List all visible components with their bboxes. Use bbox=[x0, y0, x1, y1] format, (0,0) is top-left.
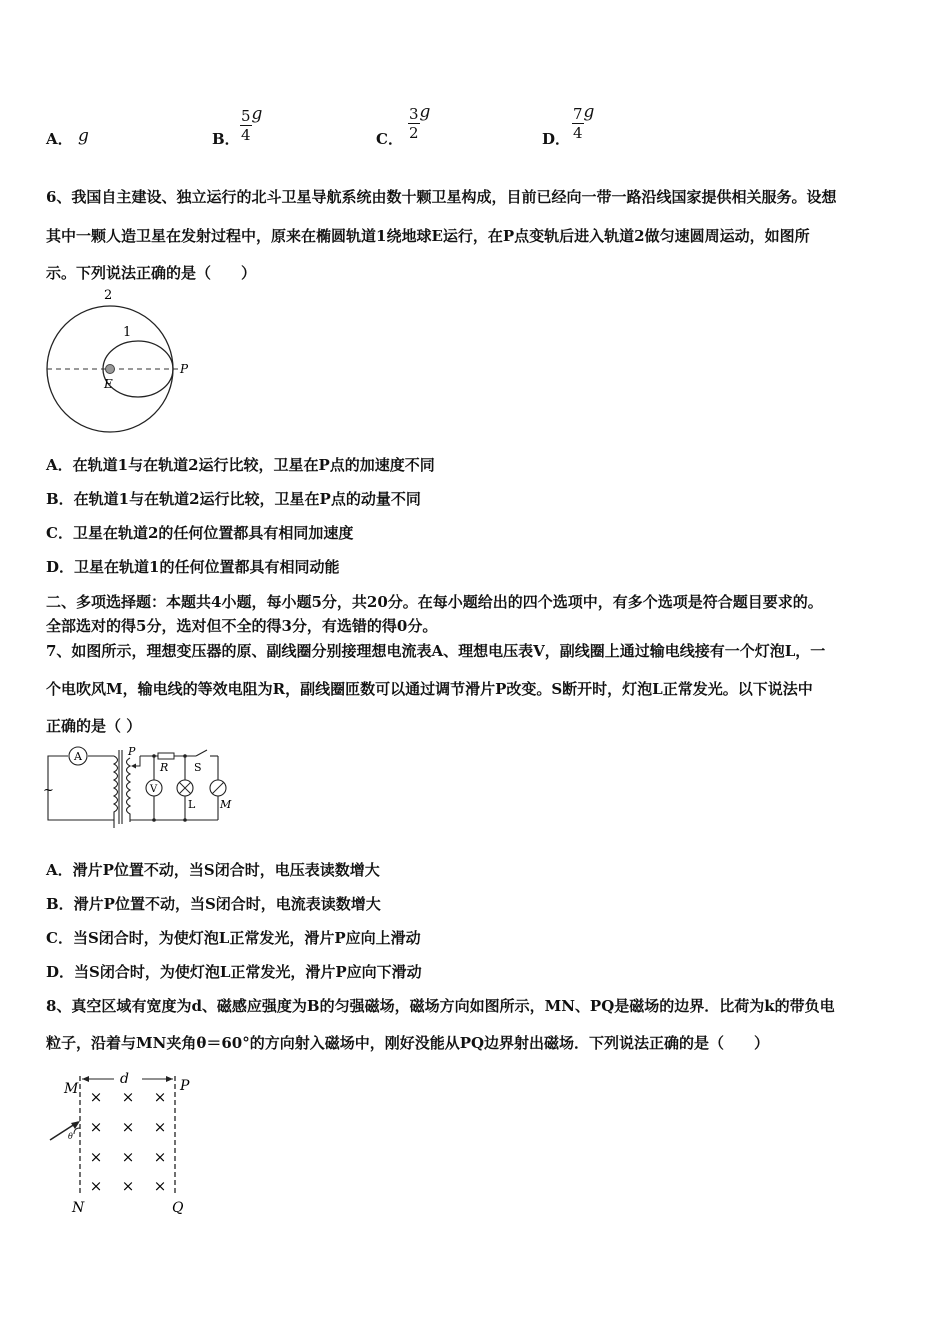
switch-s bbox=[196, 750, 207, 756]
section2-line1: 二、多项选择题：本题共4小题，每小题5分，共20分。在每小题给出的四个选项中，有多个选项是符合题目要求的。 bbox=[46, 593, 823, 611]
field-cross: × bbox=[153, 1088, 167, 1106]
field-cross: × bbox=[121, 1148, 135, 1166]
point-p-label: P bbox=[180, 362, 189, 376]
q5-option-a-value: g bbox=[78, 126, 89, 146]
q5-d-unit: g bbox=[583, 102, 595, 122]
q8-stem-line1: 8、真空区域有宽度为d、磁感应强度为B的匀强磁场，磁场方向如图所示，MN、PQ是磁场的边界．比荷为k的带负电 bbox=[46, 997, 835, 1015]
q5-c-denominator: 2 bbox=[409, 123, 419, 142]
angle-arc bbox=[74, 1128, 80, 1134]
point-q-label: Q bbox=[172, 1200, 184, 1216]
q6-option-d: D．卫星在轨道1的任何位置都具有相同动能 bbox=[46, 558, 340, 576]
resistor-r bbox=[158, 753, 174, 759]
q5-option-d-fraction bbox=[572, 102, 594, 142]
lamp-label: L bbox=[188, 798, 196, 811]
slider-arrow bbox=[131, 764, 136, 769]
orbit-1-label: 1 bbox=[123, 325, 132, 340]
q6-stem-line2: 其中一颗人造卫星在发射过程中，原来在椭圆轨道1绕地球E运行，在P点变轨后进入轨道2做匀速圆周运动，如图所 bbox=[46, 227, 810, 245]
resistor-label: R bbox=[160, 761, 169, 774]
q5-option-b-label: B． bbox=[212, 130, 240, 148]
q7-option-c: C．当S闭合时，为使灯泡L正常发光，滑片P应向上滑动 bbox=[46, 929, 421, 947]
field-cross: × bbox=[153, 1148, 167, 1166]
point-m-label: M bbox=[64, 1081, 79, 1097]
q8-magnetic-field-diagram bbox=[44, 1066, 204, 1218]
width-d-label: d bbox=[120, 1071, 129, 1087]
q5-b-unit: g bbox=[251, 104, 263, 124]
q5-option-a-label: A． bbox=[46, 130, 73, 148]
q6-stem-line1: 6、我国自主建设、独立运行的北斗卫星导航系统由数十颗卫星构成，目前已经向一带一路沿线国家提供相关服务。设想 bbox=[46, 188, 837, 206]
q5-option-c-fraction bbox=[408, 102, 430, 142]
q5-d-denominator: 4 bbox=[573, 123, 583, 142]
q7-option-d: D．当S闭合时，为使灯泡L正常发光，滑片P应向下滑动 bbox=[46, 963, 422, 981]
q7-circuit-diagram bbox=[40, 744, 240, 828]
q5-d-numerator: 7 bbox=[573, 104, 583, 123]
point-n-label: N bbox=[72, 1200, 85, 1216]
q6-orbit-diagram bbox=[40, 284, 200, 434]
earth-label: E bbox=[104, 377, 113, 391]
field-cross: × bbox=[89, 1177, 103, 1195]
q5-option-c-label: C． bbox=[376, 130, 403, 148]
q7-option-a: A．滑片P位置不动，当S闭合时，电压表读数增大 bbox=[46, 861, 380, 879]
q8-stem-line2: 粒子，沿着与MN夹角θ＝60°的方向射入磁场中，刚好没能从PQ边界射出磁场．下列说法正确的是（ ） bbox=[46, 1034, 770, 1052]
hair-dryer-label: M bbox=[220, 798, 232, 811]
point-p-label: P bbox=[180, 1078, 190, 1094]
q6-option-b: B．在轨道1与在轨道2运行比较，卫星在P点的动量不同 bbox=[46, 490, 421, 508]
q6-option-c: C．卫星在轨道2的任何位置都具有相同加速度 bbox=[46, 524, 354, 542]
field-cross: × bbox=[89, 1118, 103, 1136]
field-cross: × bbox=[153, 1118, 167, 1136]
q5-option-d-label: D． bbox=[542, 130, 571, 148]
switch-label: S bbox=[194, 761, 202, 774]
field-cross: × bbox=[89, 1148, 103, 1166]
q5-b-numerator: 5 bbox=[241, 106, 251, 125]
orbit-2-label: 2 bbox=[104, 288, 113, 303]
ac-source-label: ~ bbox=[43, 783, 54, 798]
q6-stem-line3: 示。下列说法正确的是（ ） bbox=[46, 264, 257, 282]
earth-dot bbox=[106, 365, 115, 374]
field-cross: × bbox=[153, 1177, 167, 1195]
secondary-coil bbox=[127, 758, 131, 822]
q7-stem-line3: 正确的是（ ） bbox=[46, 717, 142, 735]
section2-line2: 全部选对的得5分，选对但不全的得3分，有选错的得0分。 bbox=[46, 617, 438, 635]
ammeter-label: A bbox=[74, 750, 82, 763]
q7-option-b: B．滑片P位置不动，当S闭合时，电流表读数增大 bbox=[46, 895, 381, 913]
slider-p-label: P bbox=[128, 745, 136, 758]
primary-coil bbox=[114, 756, 118, 828]
q5-c-numerator: 3 bbox=[409, 104, 419, 123]
field-cross: × bbox=[121, 1177, 135, 1195]
angle-theta-label: θ bbox=[68, 1132, 73, 1141]
q5-b-denominator: 4 bbox=[241, 125, 251, 144]
q7-stem-line1: 7、如图所示，理想变压器的原、副线圈分别接理想电流表A、理想电压表V，副线圈上通过输电线接有一个灯泡L，一 bbox=[46, 642, 826, 660]
field-cross: × bbox=[121, 1118, 135, 1136]
voltmeter-label: V bbox=[150, 784, 158, 795]
q6-option-a: A．在轨道1与在轨道2运行比较，卫星在P点的加速度不同 bbox=[46, 456, 435, 474]
field-cross: × bbox=[89, 1088, 103, 1106]
q5-c-unit: g bbox=[419, 102, 431, 122]
d-arrow-right bbox=[166, 1076, 173, 1082]
d-arrow-left bbox=[82, 1076, 89, 1082]
q7-stem-line2: 个电吹风M，输电线的等效电阻为R，副线圈匝数可以通过调节滑片P改变。S断开时，灯泡L正常发光。以下说法中 bbox=[46, 680, 813, 698]
field-cross: × bbox=[121, 1088, 135, 1106]
q5-option-b-fraction bbox=[240, 104, 262, 144]
